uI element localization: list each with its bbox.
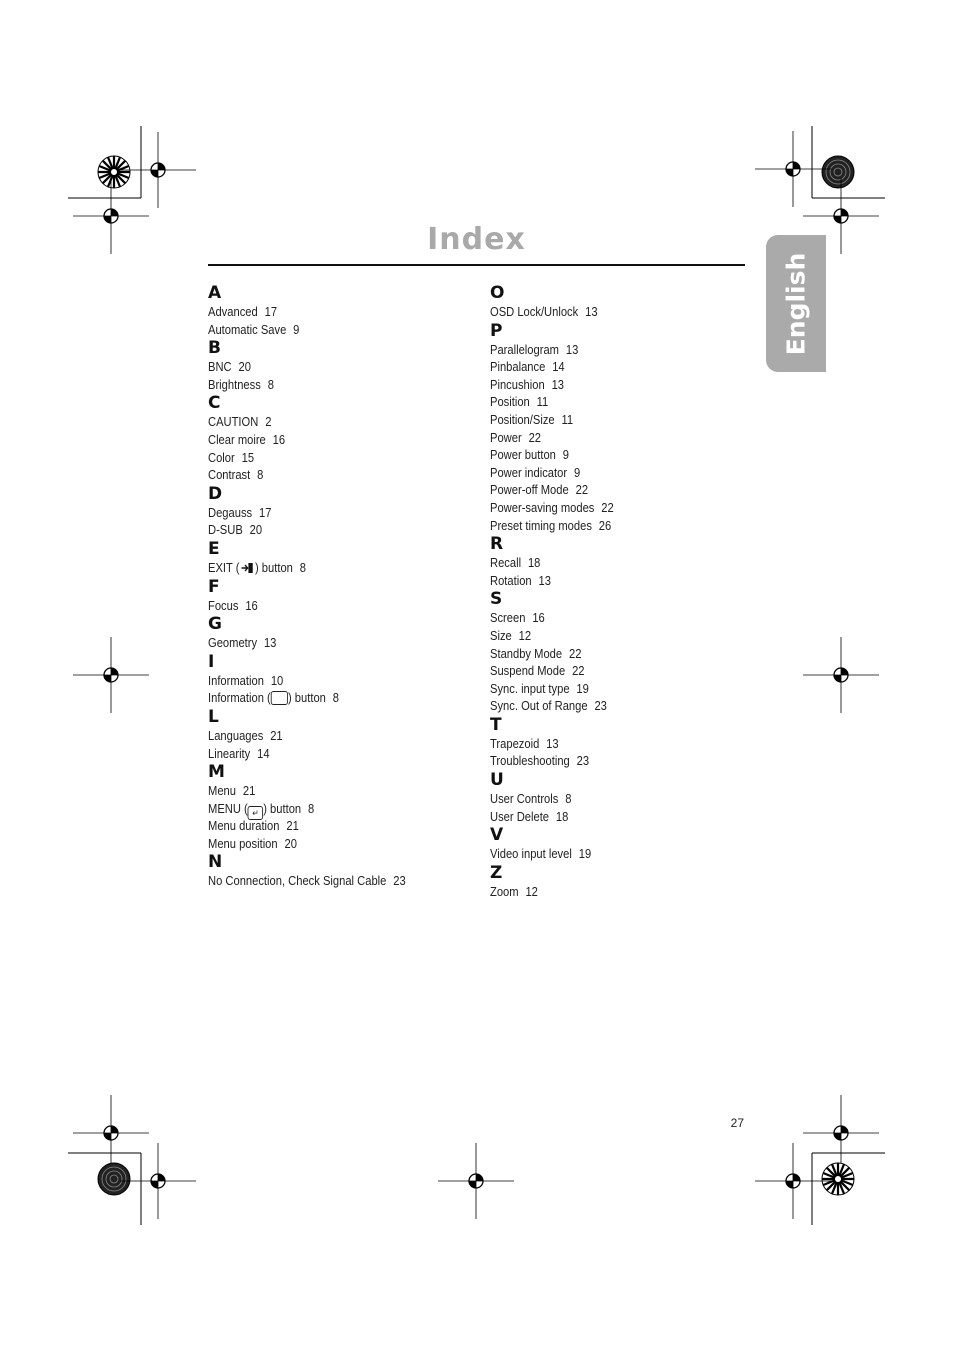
entry-page-number: 14 bbox=[552, 359, 565, 375]
menu-enter-icon: ↵ bbox=[248, 806, 263, 820]
index-entry bbox=[490, 680, 614, 698]
index-entry bbox=[208, 782, 406, 800]
entry-page-number: 10 bbox=[270, 672, 284, 688]
entry-page-number: 22 bbox=[572, 663, 585, 679]
entry-term: Menu position bbox=[208, 835, 278, 851]
entry-page-number: 26 bbox=[598, 517, 612, 533]
entry-page-number: 23 bbox=[393, 873, 406, 889]
entry-page-number: 23 bbox=[576, 753, 590, 769]
entry-page-number: 16 bbox=[245, 597, 258, 613]
index-entry bbox=[490, 554, 614, 572]
entry-term: Position bbox=[490, 394, 530, 410]
index-column-left bbox=[208, 283, 438, 890]
index-entry bbox=[490, 697, 614, 715]
index-entry bbox=[208, 672, 406, 690]
entry-page-number: 13 bbox=[263, 635, 277, 651]
entry-term-suffix: ) button bbox=[287, 690, 326, 706]
entry-term: Suspend Mode bbox=[490, 663, 566, 679]
entry-page-number: 13 bbox=[546, 735, 559, 751]
entry-term: Brightness bbox=[208, 376, 261, 392]
index-letter-z: Z bbox=[490, 862, 503, 883]
index-entry bbox=[490, 499, 614, 517]
index-entry bbox=[490, 393, 614, 411]
entry-term: Trapezoid bbox=[490, 735, 540, 751]
index-entry bbox=[208, 559, 406, 577]
index-entry bbox=[490, 464, 614, 482]
entry-term: Color bbox=[208, 449, 235, 465]
entry-page-number: 22 bbox=[528, 429, 542, 445]
index-entry bbox=[208, 358, 406, 376]
index-entry bbox=[490, 411, 614, 429]
index-entry bbox=[490, 609, 614, 627]
entry-term: Parallelogram bbox=[490, 341, 559, 357]
exit-icon bbox=[240, 562, 254, 576]
entry-term: OSD Lock/Unlock bbox=[490, 304, 579, 319]
index-letter-u: U bbox=[490, 770, 504, 791]
index-entry bbox=[208, 376, 406, 394]
entry-term: Geometry bbox=[208, 635, 258, 651]
index-entry bbox=[208, 413, 406, 431]
index-letter-o: O bbox=[490, 283, 505, 303]
entry-term: D-SUB bbox=[208, 522, 243, 538]
index-entry bbox=[208, 303, 406, 321]
entry-page-number: 13 bbox=[538, 572, 551, 588]
index-entry bbox=[208, 727, 406, 745]
index-letter-i: I bbox=[208, 651, 215, 672]
entry-page-number: 17 bbox=[259, 504, 272, 520]
entry-term: No Connection, Check Signal Cable bbox=[208, 873, 387, 889]
entry-page-number: 8 bbox=[565, 791, 572, 807]
entry-term: Languages bbox=[208, 727, 264, 743]
index-entry bbox=[490, 735, 614, 753]
entry-term: Preset timing modes bbox=[490, 517, 592, 533]
index-entry bbox=[490, 790, 614, 808]
entry-term: Standby Mode bbox=[490, 645, 563, 661]
entry-page-number: 15 bbox=[241, 449, 255, 465]
entry-page-number: 16 bbox=[532, 610, 545, 626]
index-entry bbox=[490, 627, 614, 645]
index-entry bbox=[208, 745, 406, 763]
index-letter-f: F bbox=[208, 576, 220, 597]
index-entry bbox=[490, 845, 614, 863]
index-entry bbox=[490, 883, 614, 901]
info-button-icon bbox=[271, 691, 288, 705]
index-entry bbox=[208, 634, 406, 652]
entry-term: Pinbalance bbox=[490, 359, 546, 375]
entry-term: Linearity bbox=[208, 745, 251, 761]
entry-page-number: 21 bbox=[270, 727, 283, 743]
index-entry bbox=[208, 504, 406, 522]
entry-term: Size bbox=[490, 627, 512, 643]
entry-page-number: 22 bbox=[601, 499, 614, 515]
index-entry bbox=[490, 376, 614, 394]
index-letter-b: B bbox=[208, 338, 221, 359]
entry-page-number: 9 bbox=[293, 321, 300, 337]
entry-term: CAUTION bbox=[208, 414, 259, 430]
index-entry bbox=[490, 481, 614, 499]
index-entry bbox=[208, 449, 406, 467]
entry-term: Position/Size bbox=[490, 411, 555, 427]
index-entry bbox=[208, 689, 406, 707]
index-letter-m: M bbox=[208, 762, 225, 783]
entry-page-number: 9 bbox=[573, 464, 581, 480]
index-entry bbox=[208, 321, 406, 339]
index-letter-n: N bbox=[208, 852, 223, 873]
index-entry bbox=[208, 835, 406, 853]
index-letter-s: S bbox=[490, 589, 503, 610]
entry-page-number: 8 bbox=[299, 559, 306, 575]
index-letter-e: E bbox=[208, 538, 220, 559]
entry-page-number: 16 bbox=[272, 431, 286, 447]
index-entry bbox=[490, 645, 614, 663]
entry-page-number: 8 bbox=[308, 800, 315, 816]
entry-page-number: 18 bbox=[555, 808, 569, 824]
entry-page-number: 8 bbox=[267, 376, 274, 392]
entry-page-number: 17 bbox=[264, 304, 278, 319]
index-letter-c: C bbox=[208, 393, 221, 414]
index-entry bbox=[208, 817, 406, 835]
entry-page-number: 11 bbox=[561, 411, 574, 427]
entry-page-number: 12 bbox=[518, 627, 532, 643]
entry-term: Power bbox=[490, 429, 522, 445]
entry-page-number: 13 bbox=[585, 304, 598, 319]
entry-page-number: 13 bbox=[565, 341, 579, 357]
entry-term: Power button bbox=[490, 447, 556, 463]
entry-page-number: 20 bbox=[238, 359, 251, 375]
entry-term: Video input level bbox=[490, 846, 572, 862]
entry-page-number: 8 bbox=[257, 467, 264, 483]
entry-term: Power indicator bbox=[490, 464, 568, 480]
entry-page-number: 22 bbox=[568, 645, 582, 661]
entry-term: User Controls bbox=[490, 791, 559, 807]
entry-page-number: 18 bbox=[527, 555, 541, 571]
entry-page-number: 9 bbox=[562, 447, 569, 463]
index-entry bbox=[208, 431, 406, 449]
index-letter-r: R bbox=[490, 534, 504, 555]
entry-page-number: 21 bbox=[286, 818, 299, 834]
entry-page-number: 8 bbox=[332, 690, 339, 706]
language-tab bbox=[766, 235, 826, 372]
entry-term: MENU ( bbox=[208, 800, 248, 816]
entry-term: Menu bbox=[208, 783, 236, 799]
entry-term: Recall bbox=[490, 555, 522, 571]
entry-term: Sync. input type bbox=[490, 680, 570, 696]
index-entry bbox=[490, 429, 614, 447]
language-tab-label: English bbox=[781, 252, 811, 355]
entry-page-number: 2 bbox=[265, 414, 272, 430]
entry-page-number: 22 bbox=[575, 482, 589, 498]
index-entry bbox=[490, 303, 614, 321]
entry-term: Pincushion bbox=[490, 376, 545, 392]
index-letter-g: G bbox=[208, 614, 222, 635]
index-column-right bbox=[490, 283, 634, 900]
entry-page-number: 11 bbox=[536, 394, 549, 410]
entry-page-number: 21 bbox=[242, 783, 256, 799]
entry-term: Automatic Save bbox=[208, 321, 287, 337]
page-title: Index bbox=[427, 222, 526, 257]
index-letter-t: T bbox=[490, 714, 502, 735]
entry-page-number: 23 bbox=[594, 698, 607, 714]
entry-page-number: 19 bbox=[578, 846, 592, 862]
index-entry bbox=[208, 800, 406, 818]
entry-page-number: 14 bbox=[257, 745, 270, 761]
entry-term: Contrast bbox=[208, 467, 251, 483]
title-rule bbox=[208, 264, 745, 266]
index-entry bbox=[490, 446, 614, 464]
index-entry bbox=[208, 466, 406, 484]
entry-page-number: 20 bbox=[284, 835, 297, 851]
entry-term: Clear moire bbox=[208, 431, 266, 447]
index-letter-p: P bbox=[490, 320, 503, 341]
entry-term: User Delete bbox=[490, 808, 550, 824]
entry-term: Power-off Mode bbox=[490, 482, 569, 498]
index-entry bbox=[208, 597, 406, 615]
index-entry bbox=[490, 572, 614, 590]
index-entry bbox=[490, 517, 614, 535]
entry-term: EXIT ( bbox=[208, 559, 240, 575]
entry-term: Power-saving modes bbox=[490, 499, 595, 515]
index-letter-a: A bbox=[208, 283, 222, 303]
page-number: 27 bbox=[730, 1116, 744, 1130]
index-letter-d: D bbox=[208, 483, 223, 504]
index-entry bbox=[208, 872, 406, 890]
entry-page-number: 19 bbox=[576, 680, 589, 696]
entry-term: Information ( bbox=[208, 690, 271, 706]
entry-term: Zoom bbox=[490, 883, 519, 899]
index-entry bbox=[208, 521, 406, 539]
index-entry bbox=[490, 662, 614, 680]
index-entry bbox=[490, 358, 614, 376]
entry-term: Information bbox=[208, 672, 264, 688]
index-entry bbox=[490, 752, 614, 770]
entry-term: Sync. Out of Range bbox=[490, 698, 588, 714]
entry-page-number: 13 bbox=[551, 376, 565, 392]
entry-page-number: 20 bbox=[249, 522, 263, 538]
index-letter-l: L bbox=[208, 706, 219, 727]
entry-term: Troubleshooting bbox=[490, 753, 570, 769]
index-entry bbox=[490, 808, 614, 826]
entry-term-suffix: ) button bbox=[254, 559, 293, 575]
entry-term-suffix: ) button bbox=[263, 800, 302, 816]
entry-term: Menu duration bbox=[208, 818, 280, 834]
entry-term: Degauss bbox=[208, 504, 253, 520]
entry-term: Focus bbox=[208, 597, 239, 613]
entry-term: Rotation bbox=[490, 572, 532, 588]
entry-term: Advanced bbox=[208, 304, 258, 319]
index-letter-v: V bbox=[490, 825, 504, 846]
index-entry bbox=[490, 341, 614, 359]
entry-term: Screen bbox=[490, 610, 526, 626]
entry-page-number: 12 bbox=[525, 883, 538, 899]
entry-term: BNC bbox=[208, 359, 232, 375]
